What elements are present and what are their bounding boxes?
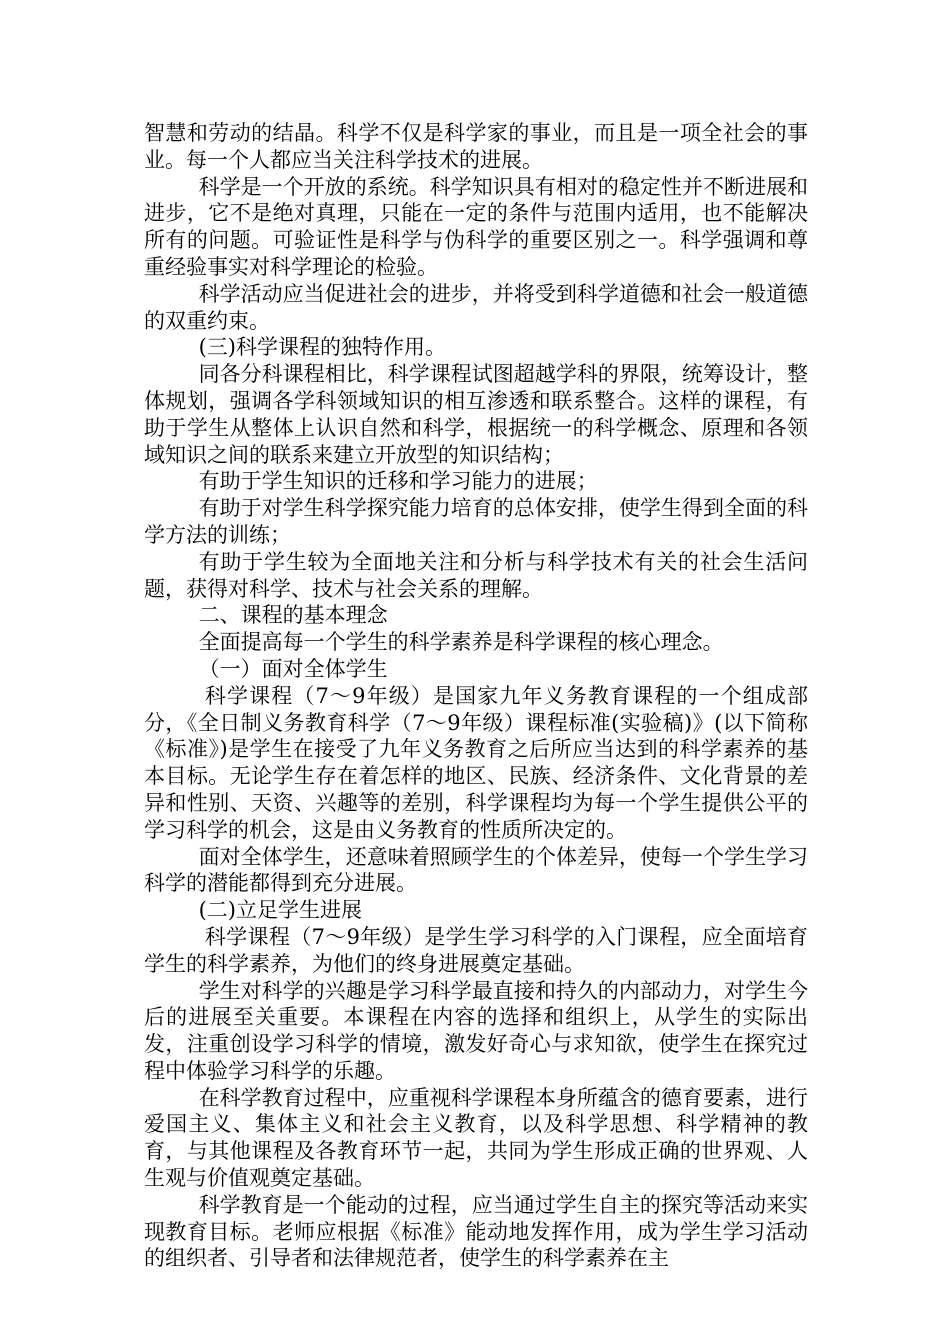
paragraph-student-interest: 学生对科学的兴趣是学习科学最直接和持久的内部动力，对学生今后的进展至关重要。本课程在内容的选择和组织上，从学生的实际出发，注重创设学习科学的情境，激发好奇心与求知欲，使学生在探究过程中体验学习科学的乐趣。 (144, 978, 808, 1083)
paragraph-knowledge-transfer: 有助于学生知识的迁移和学习能力的进展； (198, 469, 598, 494)
paragraph-integrated-curriculum: 同各分科课程相比，科学课程试图超越学科的界限，统筹设计，整体规划，强调各学科领域知识的相互渗透和联系整合。这样的课程，有助于学生从整体上认识自然和科学，根据统一的科学概念、原理和各领域知识之间的联系来建立开放型的知识结构； (144, 362, 808, 467)
document-body (144, 120, 808, 1272)
paragraph-moral-education: 在科学教育过程中，应重视科学课程本身所蕴含的德育要素，进行爱国主义、集体主义和社会主义教育，以及科学思想、科学精神的教育，与其他课程及各教育环节一起，共同为学生形成正确的世界观、人生观与价值观奠定基础。 (144, 1085, 808, 1191)
section-heading-all-students: （一）面对全体学生 (198, 656, 388, 681)
paragraph-open-system: 科学是一个开放的系统。科学知识具有相对的稳定性并不断进展和进步，它不是绝对真理，只能在一定的条件与范围内适用，也不能解决所有的问题。可验证性是科学与伪科学的重要区别之一。科学强调和尊重经验事实对科学理论的检验。 (144, 174, 808, 279)
paragraph-introductory-course: 科学课程（7～9年级）是学生学习科学的入门课程，应全面培育学生的科学素养，为他们的终身进展奠定基础。 (144, 924, 808, 976)
section-heading-basic-concepts: 二、课程的基本理念 (198, 603, 388, 628)
paragraph-social-issues: 有助于学生较为全面地关注和分析与科学技术有关的社会生活问题，获得对科学、技术与社会关系的理解。 (144, 549, 808, 601)
paragraph-inquiry-ability: 有助于对学生科学探究能力培育的总体安排，使学生得到全面的科学方法的训练； (144, 496, 808, 547)
paragraph-course-standard: 科学课程（7～9年级）是国家九年义务教育课程的一个组成部分，《全日制义务教育科学（7～9年级）课程标准(实验稿)》(以下简称《标准》)是学生在接受了九年义务教育之后所应当达到的科学素养的基本目标。无论学生存在着怎样的地区、民族、经济条件、文化背景的差异和性别、天资、兴趣等的差别，科学课程均为每一个学生提供公平的学习科学的机会，这是由义务教育的性质所决定的。 (144, 683, 808, 842)
paragraph-continued: 智慧和劳动的结晶。科学不仅是科学家的事业，而且是一项全社会的事业。每一个人都应当关注科学技术的进展。 (144, 121, 808, 172)
paragraph-individual-differences: 面对全体学生，还意味着照顾学生的个体差异，使每一个学生学习科学的潜能都得到充分进展。 (144, 844, 808, 896)
paragraph-active-process: 科学教育是一个能动的过程，应当通过学生自主的探究等活动来实现教育目标。老师应根据《标准》能动地发挥作用，成为学生学习活动的组织者、引导者和法律规范者，使学生的科学素养在主 (144, 1192, 808, 1271)
paragraph-social-progress: 科学活动应当促进社会的进步，并将受到科学道德和社会一般道德的双重约束。 (144, 281, 808, 333)
paragraph-core-concept: 全面提高每一个学生的科学素养是科学课程的核心理念。 (198, 630, 724, 655)
section-heading-unique-role: (三)科学课程的独特作用。 (198, 335, 446, 360)
section-heading-student-development: (二)立足学生进展 (198, 898, 362, 923)
